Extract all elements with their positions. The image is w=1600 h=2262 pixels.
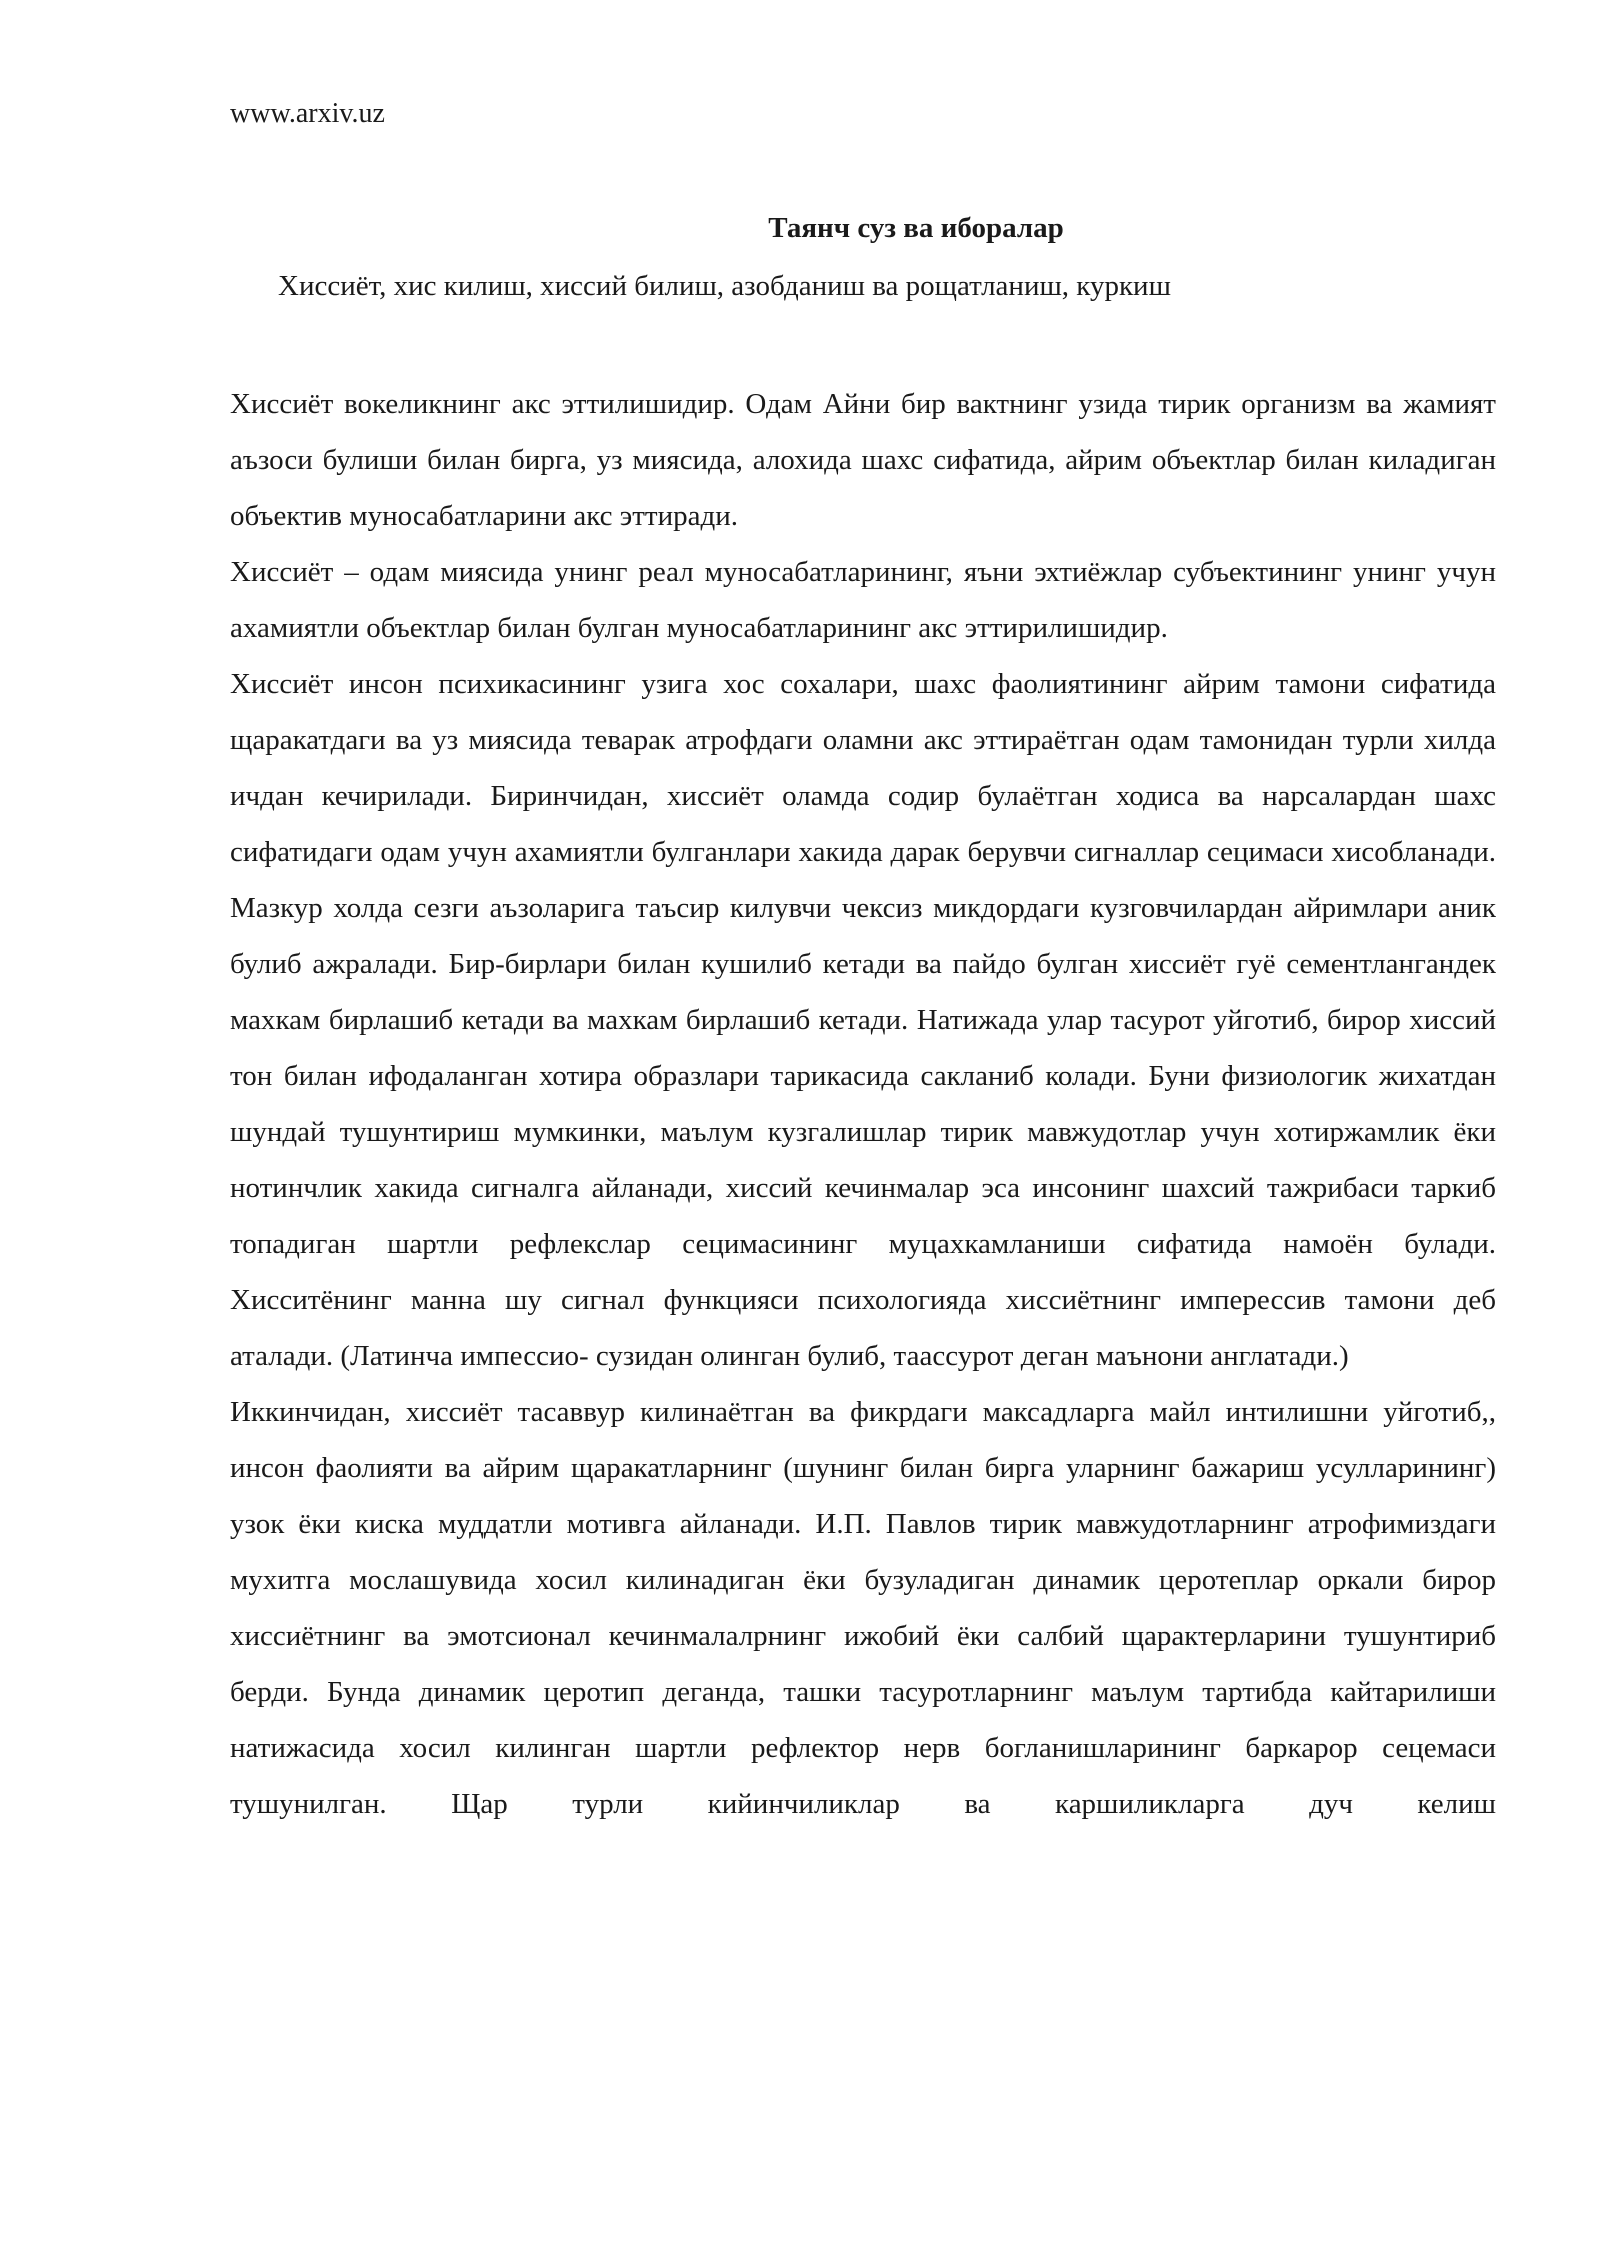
body-text (230, 376, 1496, 1832)
paragraph: Хиссиёт – одам миясида унинг реал муносабатларининг, яъни эхтиёжлар субъектининг унинг учун ахамиятли объектлар билан булган муносабатларининг акс эттирилишидир. (230, 556, 1496, 644)
paragraph: Хиссиёт вокеликнинг акс эттилишидир. Одам Айни бир вактнинг узида тирик организм ва жамият аъзоси булиши билан бирга, уз миясида, алохида шахс сифатида, айрим объектлар билан киладиган объектив муносабатларини акс эттиради. (230, 388, 1496, 532)
paragraph: Иккинчидан, хиссиёт тасаввур килинаётган ва фикрдаги максадларга майл интилишни уйготиб,, инсон фаолияти ва айрим щаракатларнинг (шунинг билан бирга уларнинг бажариш усулларининг) узок ёки киска муддатли мотивга айланади. И.П. Павлов тирик мавжудотларнинг атрофимиздаги мухитга мослашувида хосил килинадиган ёки бузуладиган динамик церотеплар оркали бирор хиссиётнинг ва эмотсионал кечинмалалрнинг ижобий ёки салбий щарактерларини тушунтириб берди. Бунда динамик церотип деганда, ташки тасуротларнинг маълум тартибда кайтарилиши натижасида хосил килинган шартли рефлектор нерв богланишларининг баркарор сецемаси тушунилган. Щар турли кийинчиликлар ва каршиликларга дуч келиш (230, 1396, 1496, 1820)
keywords-line: Хиссиёт, хис килиш, хиссий билиш, азобданиш ва рощатланиш, куркиш (278, 270, 1171, 302)
paragraph: Хиссиёт инсон психикасининг узига хос сохалари, шахс фаолиятининг айрим тамони сифатида щаракатдаги ва уз миясида теварак атрофдаги оламни акс эттираётган одам тамонидан турли хилда ичдан кечирилади. Биринчидан, хиссиёт оламда содир булаётган ходиса ва нарсалардан шахс сифатидаги одам учун ахамиятли булганлари хакида дарак берувчи сигналлар сецимаси хисобланади. Мазкур холда сезги аъзоларига таъсир килувчи чексиз микдордаги кузговчилардан айримлари аник булиб ажралади. Бир-бирлари билан кушилиб кетади ва пайдо булган хиссиёт гуё сементлангандек махкам бирлашиб кетади ва махкам бирлашиб кетади. Натижада улар тасурот уйготиб, бирор хиссий тон билан ифодаланган хотира образлари тарикасида сакланиб колади. Буни физиологик жихатдан шундай тушунтириш мумкинки, маълум кузгалишлар тирик мавжудотлар учун хотиржамлик ёки нотинчлик хакида сигналга айланади, хиссий кечинмалар эса инсонинг шахсий тажрибаси таркиб топадиган шартли рефлекслар сецимасининг муцахкамланиши сифатида намоён булади. Хисситёнинг манна шу сигнал функцияси психологияда хиссиётнинг имперессив тамони деб аталади. (Латинча импессио- сузидан олинган булиб, таассурот деган маънони англатади.) (230, 668, 1496, 1372)
document-title: Таянч суз ва иборалар (768, 212, 1064, 244)
header-url: www.arxiv.uz (230, 98, 385, 129)
